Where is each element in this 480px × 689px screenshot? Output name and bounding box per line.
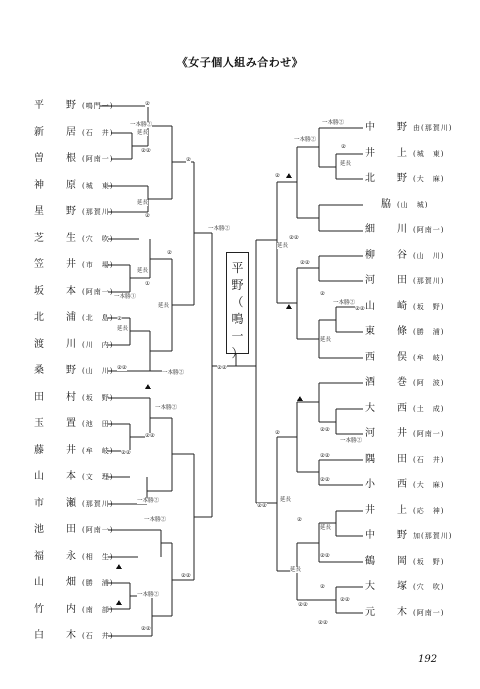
player-surname: 井 上 (365, 147, 413, 159)
player-school: (穴 吹) (82, 234, 114, 243)
score-mark: ②② (300, 260, 310, 266)
player-6 (34, 233, 113, 245)
player-school: (文 理) (82, 473, 114, 481)
player-15 (365, 479, 444, 491)
player-4 (34, 180, 113, 192)
player-school: (阿南一) (82, 155, 114, 163)
player-surname: 白 木 (34, 630, 82, 641)
score-mark: ② (275, 173, 280, 179)
score-mark: ② (145, 213, 150, 219)
player-surname: 池 田 (34, 524, 82, 535)
player-school: (阿南一) (82, 526, 114, 534)
player-given-initial: 加 (413, 532, 421, 540)
player-13 (365, 428, 444, 440)
triangle-mark (116, 600, 122, 605)
player-surname: 小 西 (365, 479, 413, 490)
win-method-label: 一本勝② (155, 405, 178, 411)
score-mark: ②② (257, 503, 267, 509)
page-title: 《女子個人組み合わせ》 (176, 56, 304, 69)
win-method-label: 一本勝② (340, 438, 363, 444)
page-number: 192 (418, 654, 438, 665)
player-surname: 北 浦 (34, 312, 82, 323)
player-9 (34, 312, 113, 324)
player-school: (那賀川) (82, 499, 114, 508)
player-7 (34, 259, 113, 271)
player-school: (石 井) (82, 128, 114, 137)
player-5 (365, 224, 444, 236)
player-1 (365, 122, 452, 134)
player-surname: 新 居 (34, 126, 82, 138)
score-mark: ② (186, 157, 191, 163)
player-surname: 桑 野 (34, 365, 82, 376)
player-school: (勝 浦) (413, 328, 445, 336)
win-method-label: 一本勝② (137, 592, 160, 598)
player-school: (北 島) (82, 314, 114, 322)
player-school: (城 東) (413, 149, 445, 158)
player-surname: 西 俣 (365, 351, 413, 363)
win-method-label: 一本勝② (144, 517, 167, 523)
player-8 (34, 286, 113, 298)
score-mark: ② (117, 316, 122, 322)
player-surname: 神 原 (34, 179, 82, 191)
player-surname: 竹 内 (34, 603, 82, 615)
champion-char: ） (231, 346, 244, 360)
win-method-label: 延長 (277, 243, 289, 249)
player-10 (365, 352, 444, 364)
win-method-label: 一本勝② (130, 122, 153, 128)
player-school: (大 麻) (413, 175, 445, 183)
score-mark: ②② (141, 148, 151, 154)
player-surname: 大 塚 (365, 581, 413, 592)
player-12 (34, 392, 113, 404)
win-method-label: 一本勝② (137, 498, 160, 504)
player-surname: 渡 川 (34, 338, 82, 350)
player-3 (365, 173, 444, 185)
player-surname: 河 田 (365, 275, 413, 286)
triangle-mark (116, 564, 122, 569)
player-given-initial: 由 (413, 124, 421, 132)
score-mark: ②② (298, 602, 308, 608)
player-surname: 酒 巻 (365, 377, 413, 388)
player-21 (34, 630, 113, 642)
score-mark: ② (320, 291, 325, 297)
win-method-label: 延長 (280, 497, 292, 503)
score-mark: ②② (145, 433, 155, 439)
player-surname: 曽 根 (34, 153, 82, 164)
player-11 (34, 365, 113, 377)
player-19 (34, 577, 113, 589)
player-school: (牟 岐) (82, 446, 114, 455)
player-surname: 芝 生 (34, 232, 82, 244)
triangle-mark (286, 304, 292, 309)
player-8 (365, 301, 444, 313)
player-surname: 細 川 (365, 224, 413, 235)
player-school: (阿南一) (82, 287, 114, 296)
player-2 (34, 127, 113, 139)
player-9 (365, 326, 444, 338)
player-school: (勝 浦) (82, 579, 114, 587)
win-method-label: 一本勝② (162, 370, 185, 376)
player-school: (大 麻) (413, 481, 445, 489)
player-surname: 元 木 (365, 606, 413, 618)
player-surname: 大 西 (365, 402, 413, 414)
score-mark: ②② (181, 573, 191, 579)
player-surname: 市 瀬 (34, 497, 82, 509)
win-method-label: 延長 (340, 161, 352, 167)
player-school: (阿南一) (413, 608, 445, 617)
player-surname: 中 野 (365, 122, 413, 133)
player-school: (坂 野) (82, 393, 114, 402)
player-school: (市 場) (82, 261, 114, 269)
player-school: (鳴門一) (82, 102, 114, 110)
win-method-label: 延長 (320, 337, 332, 343)
player-surname: 玉 置 (34, 418, 82, 429)
champion-name (227, 261, 248, 363)
player-school: (阿 波) (413, 379, 445, 387)
player-school: (山 川) (413, 251, 445, 260)
player-2 (365, 148, 444, 160)
score-mark: ② (167, 250, 172, 256)
player-surname: 脇 (365, 198, 397, 210)
triangle-mark (145, 384, 151, 389)
player-14 (365, 454, 444, 466)
player-school: (那賀川) (421, 124, 453, 132)
score-mark: ②② (318, 620, 328, 626)
player-school: (山 川) (82, 367, 114, 375)
player-16 (34, 498, 113, 510)
win-method-label: 一本勝② (322, 120, 345, 126)
champion-char: 野 (231, 278, 244, 292)
player-school: (応 神) (413, 506, 445, 515)
score-mark: ②② (289, 235, 299, 241)
player-surname: 山 崎 (365, 300, 413, 312)
player-school: (牟 岐) (413, 353, 445, 362)
win-method-label: 延長 (158, 303, 170, 309)
player-school: (那賀川) (413, 277, 445, 285)
score-mark: ① (145, 281, 150, 287)
win-method-label: 一本勝② (333, 300, 356, 306)
player-surname: 東 條 (365, 326, 413, 337)
score-mark: ② (145, 101, 150, 107)
player-4 (365, 199, 428, 211)
player-school: (山 城) (397, 200, 429, 209)
triangle-marks (116, 173, 303, 605)
player-10 (34, 339, 113, 351)
player-18 (34, 551, 113, 563)
player-school: (穴 吹) (413, 583, 445, 591)
player-surname: 田 村 (34, 391, 82, 403)
player-surname: 河 井 (365, 428, 413, 439)
player-school: (阿南一) (413, 430, 445, 438)
score-mark: ②② (117, 365, 127, 371)
win-method-label: 一本勝② (208, 226, 231, 232)
score-mark: ②② (141, 626, 151, 632)
player-surname: 柳 谷 (365, 249, 413, 261)
win-method-label: 延長 (137, 130, 149, 136)
player-school: (土 成) (413, 404, 445, 413)
player-surname: 藤 井 (34, 444, 82, 456)
player-15 (34, 471, 113, 483)
score-mark: ② (320, 584, 325, 590)
win-method-label: 延長 (137, 200, 149, 206)
player-14 (34, 445, 113, 457)
player-surname: 笠 井 (34, 259, 82, 270)
score-mark: ②② (217, 365, 227, 371)
player-school: (池 田) (82, 420, 114, 428)
player-1 (34, 100, 113, 112)
player-7 (365, 275, 444, 287)
player-school: (相 生) (82, 552, 114, 561)
player-surname: 福 永 (34, 550, 82, 562)
player-6 (365, 250, 444, 262)
player-16 (365, 505, 444, 517)
player-surname: 星 野 (34, 206, 82, 217)
player-5 (34, 206, 113, 218)
score-mark: ②② (320, 453, 330, 459)
champion-char: （ (231, 295, 244, 309)
score-mark: ②② (320, 477, 330, 483)
player-school: (坂 野) (413, 302, 445, 311)
player-school: (阿南一) (413, 226, 445, 234)
player-school: (川 内) (82, 340, 114, 349)
player-11 (365, 377, 444, 389)
win-method-label: 延長 (137, 268, 149, 274)
player-school: (城 東) (82, 181, 114, 190)
player-school: (南 部) (82, 605, 114, 614)
player-school: (石 井) (413, 455, 445, 464)
win-method-label: 延長 (290, 567, 302, 573)
player-surname: 鶴 岡 (365, 555, 413, 567)
player-surname: 北 野 (365, 173, 413, 184)
player-surname: 中 野 (365, 530, 413, 541)
win-method-label: 延長 (117, 326, 129, 332)
player-17 (34, 524, 113, 536)
score-mark: ② (341, 144, 346, 150)
champion-char: 一 (231, 329, 244, 343)
player-school: (那賀川) (421, 532, 453, 540)
player-17 (365, 530, 452, 542)
player-school: (石 井) (82, 632, 114, 640)
score-mark: ②② (320, 427, 330, 433)
player-surname: 隅 田 (365, 453, 413, 465)
score-mark: ②② (340, 597, 350, 603)
win-method-label: 一本勝① (114, 294, 137, 300)
player-18 (365, 556, 444, 568)
win-method-label: 延長 (320, 525, 332, 531)
score-mark: ②② (355, 306, 365, 312)
player-surname: 井 上 (365, 504, 413, 516)
score-mark: ② (275, 430, 280, 436)
player-surname: 坂 本 (34, 285, 82, 297)
triangle-mark (297, 396, 303, 401)
player-12 (365, 403, 444, 415)
score-mark: ②② (320, 553, 330, 559)
player-school: (那賀川) (82, 208, 114, 216)
champion-char: 鳴 (231, 312, 244, 326)
player-13 (34, 418, 113, 430)
player-20 (365, 607, 444, 619)
player-surname: 平 野 (34, 100, 82, 111)
player-school: (坂 野) (413, 557, 445, 566)
champion-box (226, 252, 249, 360)
score-mark: ②② (121, 450, 131, 456)
player-19 (365, 581, 444, 593)
win-method-label: 一本勝② (294, 137, 317, 143)
player-3 (34, 153, 113, 165)
player-20 (34, 604, 113, 616)
champion-char: 平 (231, 261, 244, 275)
triangle-mark (286, 173, 292, 178)
score-mark: ② (297, 517, 302, 523)
player-surname: 山 本 (34, 471, 82, 482)
player-surname: 山 畑 (34, 577, 82, 588)
